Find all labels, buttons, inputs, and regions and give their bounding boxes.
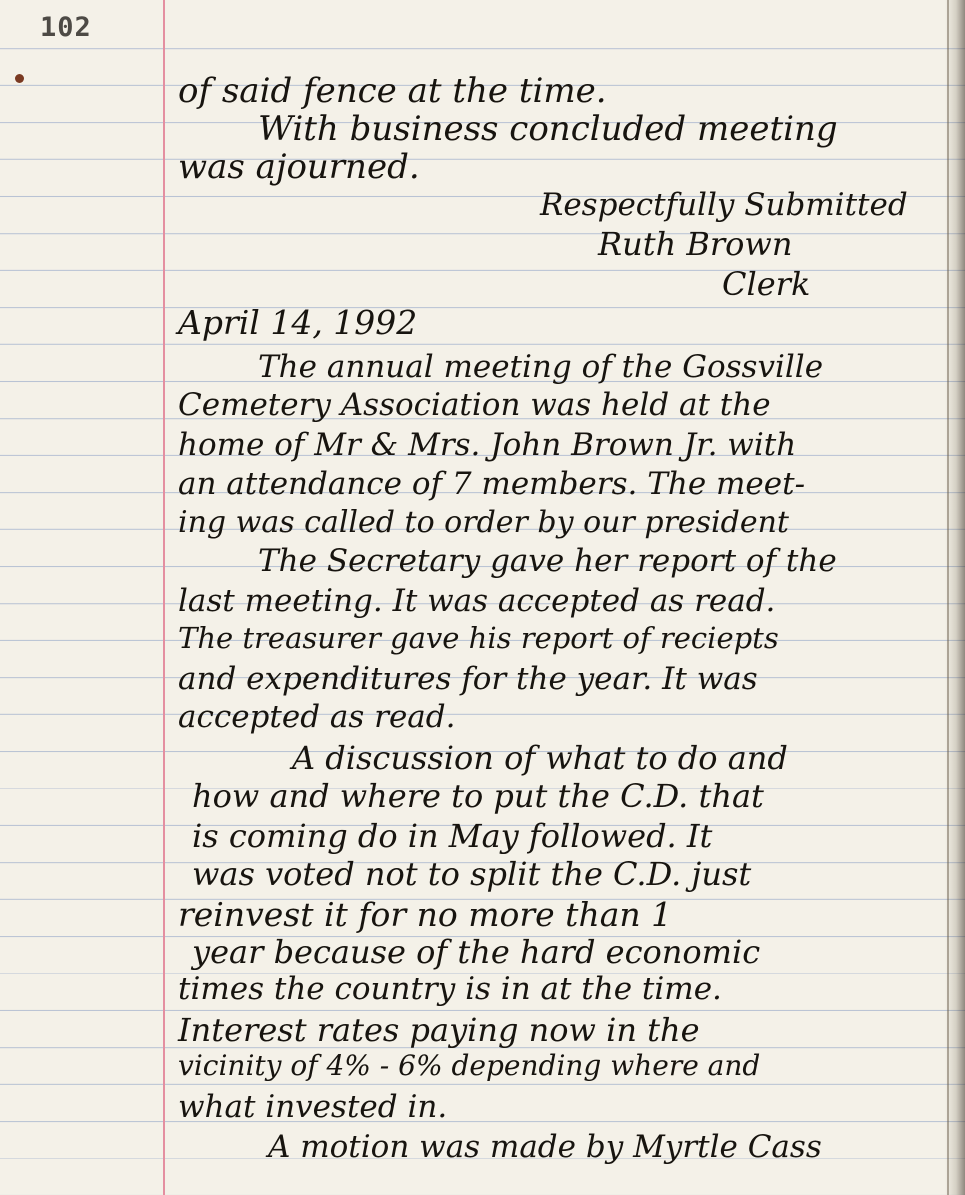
text-line: Interest rates paying now in the <box>178 1011 700 1049</box>
page-number: 102 <box>40 12 92 43</box>
text-line: ing was called to order by our president <box>178 505 789 540</box>
binding-edge <box>947 0 949 1195</box>
text-line: vicinity of 4% - 6% depending where and <box>178 1049 761 1082</box>
text-line: last meeting. It was accepted as read. <box>178 583 776 619</box>
text-line: how and where to put the C.D. that <box>192 777 764 815</box>
text-line: of said fence at the time. <box>178 71 607 111</box>
text-line: and expenditures for the year. It was <box>178 661 758 697</box>
text-line: was ajourned. <box>178 147 420 187</box>
entry-date: April 14, 1992 <box>178 303 418 342</box>
punch-mark <box>15 74 24 83</box>
text-line: Cemetery Association was held at the <box>178 387 771 423</box>
text-line: what invested in. <box>178 1089 448 1125</box>
text-line: The annual meeting of the Gossville <box>258 349 824 385</box>
text-line: reinvest it for no more than 1 <box>178 895 673 934</box>
text-line: With business concluded meeting <box>258 109 838 149</box>
text-line: The Secretary gave her report of the <box>258 543 837 579</box>
text-line: times the country is in at the time. <box>178 971 722 1007</box>
text-line: A discussion of what to do and <box>292 739 788 777</box>
text-line: an attendance of 7 members. The meet- <box>178 466 806 502</box>
text-line: was voted not to split the C.D. just <box>192 855 752 893</box>
text-line: A motion was made by Myrtle Cass <box>268 1129 822 1165</box>
signature-name: Ruth Brown <box>598 225 793 263</box>
text-line: year because of the hard economic <box>192 933 761 971</box>
text-line: The treasurer gave his report of reciepts <box>178 621 779 655</box>
text-line: home of Mr & Mrs. John Brown Jr. with <box>178 427 797 463</box>
margin-rule <box>163 0 165 1195</box>
text-line: accepted as read. <box>178 699 456 735</box>
text-line: is coming do in May followed. It <box>192 817 713 855</box>
signature-title: Clerk <box>722 265 811 303</box>
signature-line: Respectfully Submitted <box>540 187 908 223</box>
page-header-band <box>0 0 965 48</box>
